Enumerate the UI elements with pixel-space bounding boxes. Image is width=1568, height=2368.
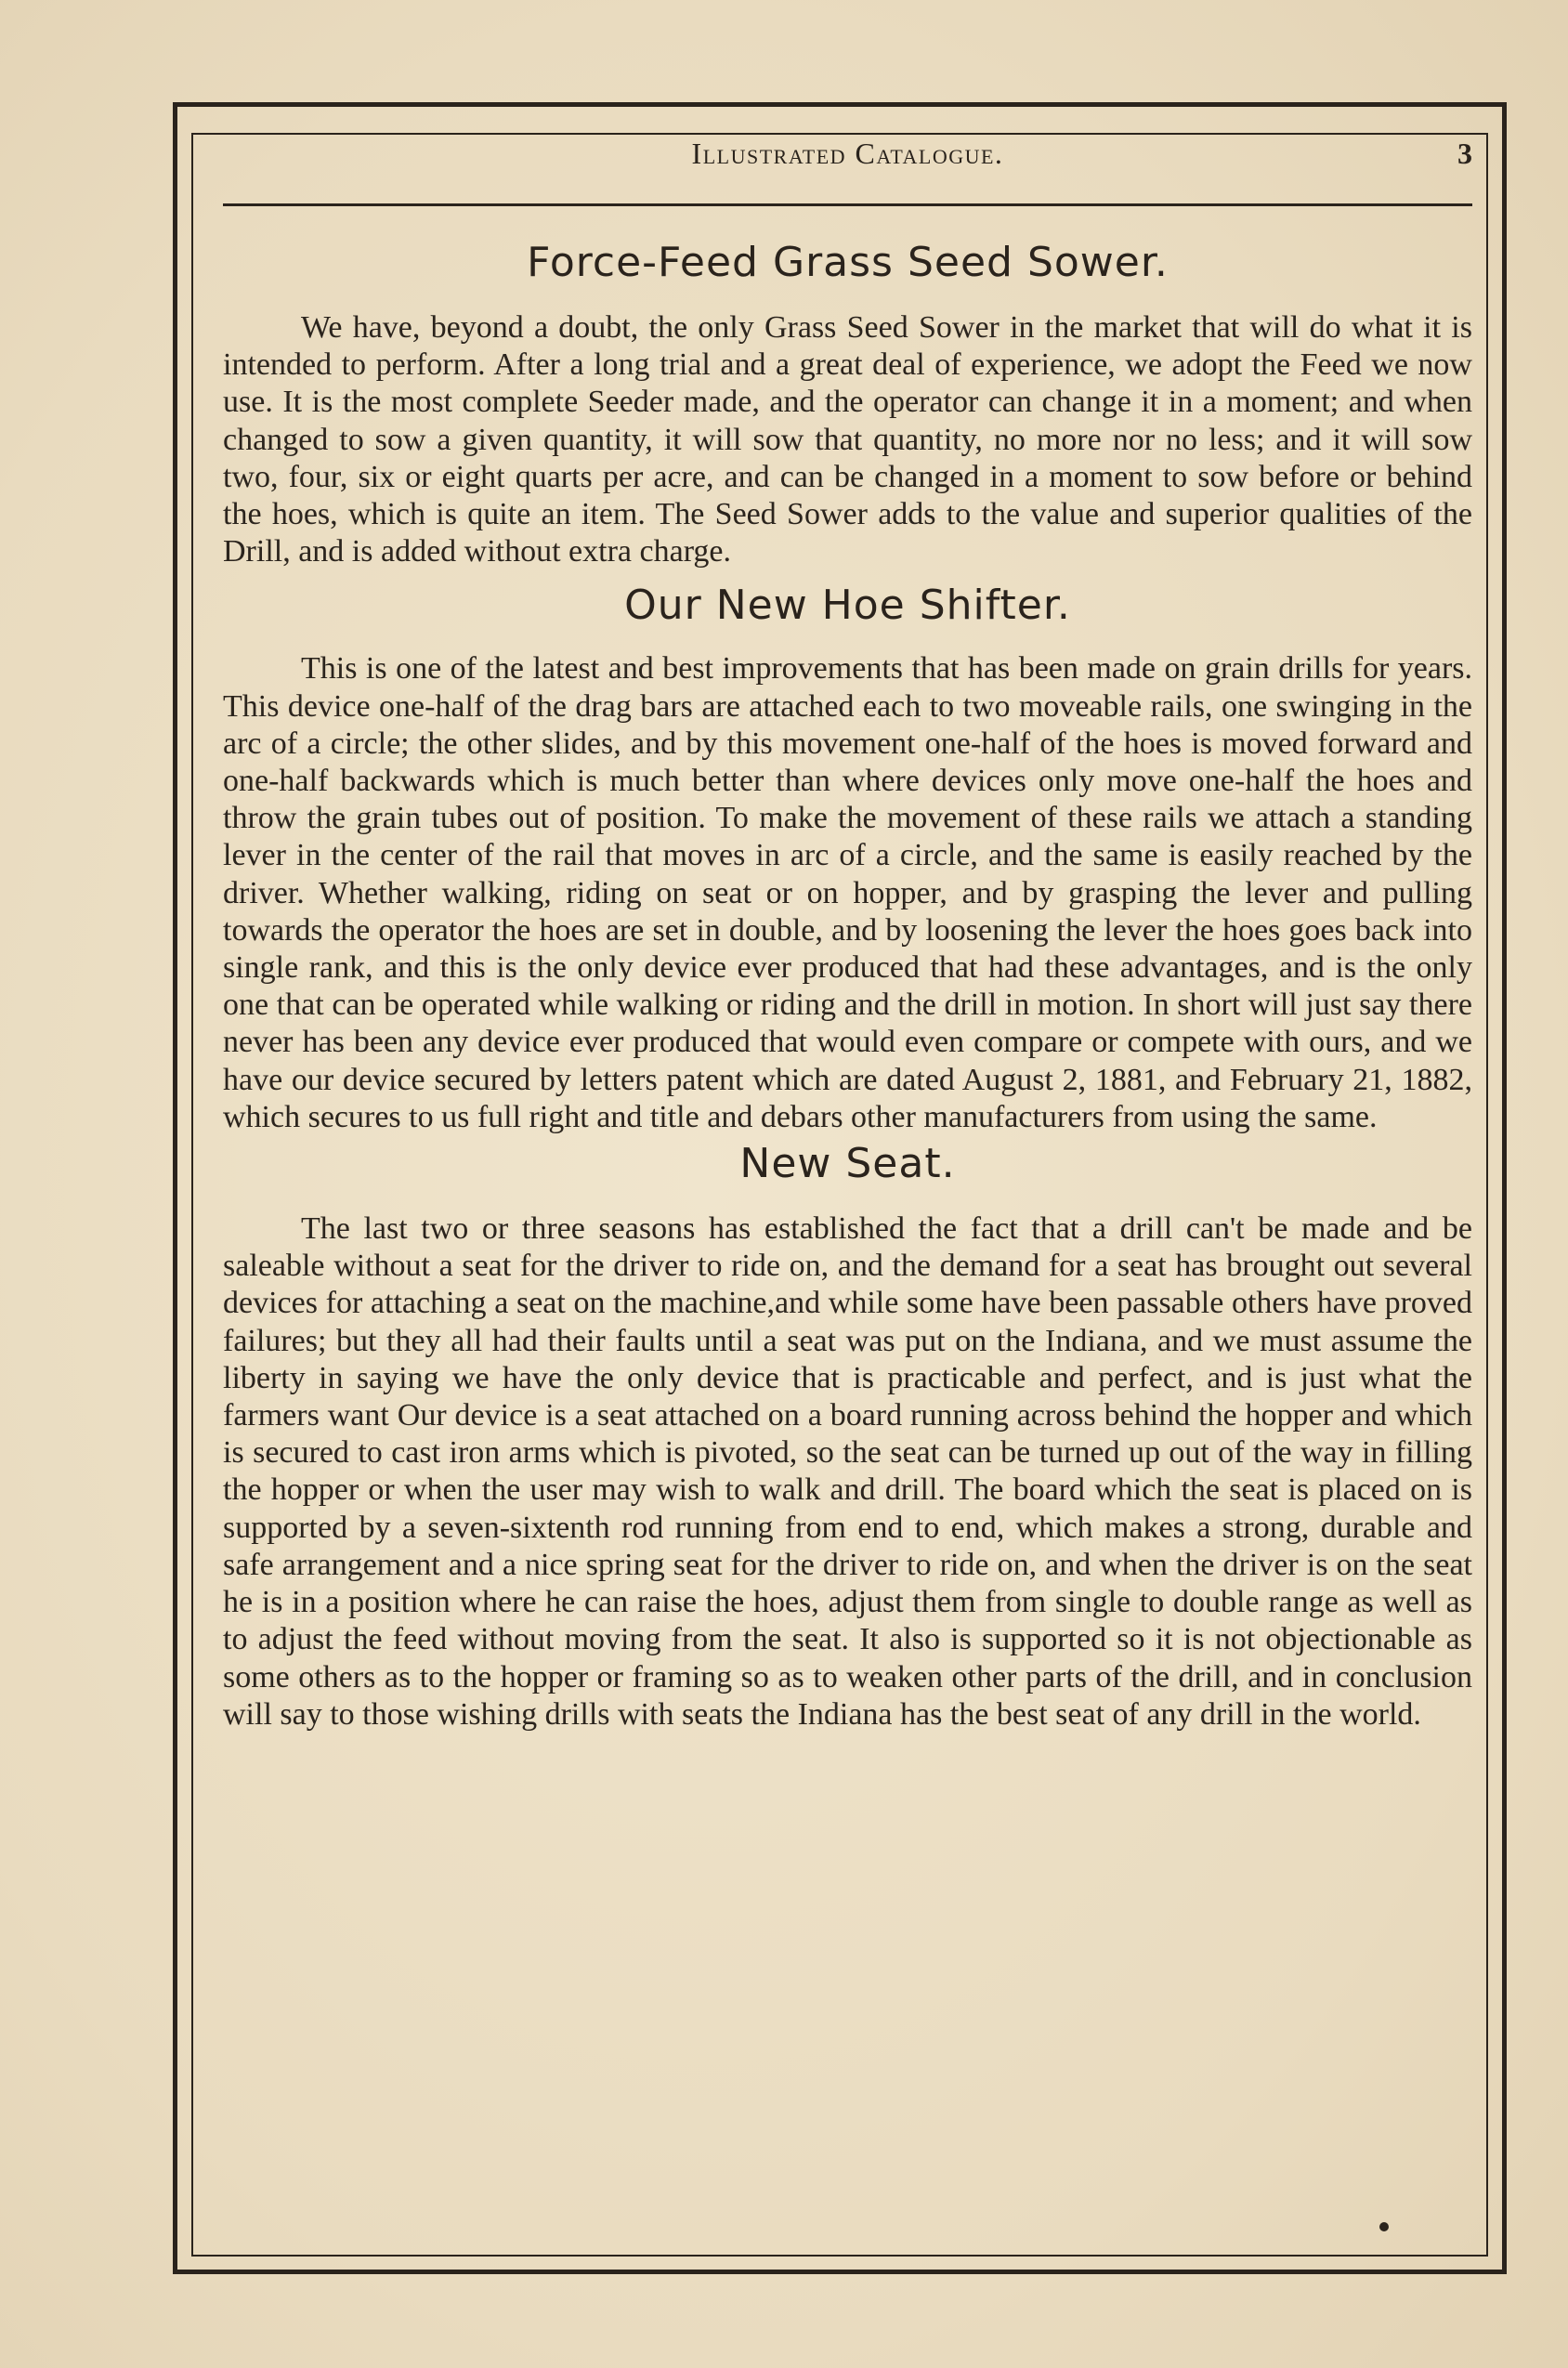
section-heading-hoe-shifter: Our New Hoe Shifter. bbox=[624, 582, 1071, 630]
section-heading-grass-seed-sower: Force-Feed Grass Seed Sower. bbox=[527, 239, 1169, 286]
page-content bbox=[223, 237, 1472, 1733]
running-title: Illustrated Catalogue. bbox=[691, 137, 1004, 170]
page-number: 3 bbox=[1457, 137, 1472, 170]
section-heading-new-seat: New Seat. bbox=[739, 1140, 956, 1188]
header-rule bbox=[223, 203, 1472, 206]
section-body-grass-seed-sower: We have, beyond a doubt, the only Grass Seed Sower in the market that will do what it is intended to perform. After a long trial and a great deal of experience, we adopt the Feed we now use. It is the most complete Seeder made, and the operator can change it in a moment; and when changed to sow a given quantity, it will sow that quantity, no more nor no less; and it will sow two, four, six or eight quarts per acre, and can be changed in a moment to sow before or behind the hoes, which is quite an item. The Seed Sower adds to the value and superior qualities of the Drill, and is added without extra charge. bbox=[223, 310, 1472, 569]
section-body-hoe-shifter: This is one of the latest and best improvements that has been made on grain drills for years. This device one-half of the drag bars are attached each to two moveable rails, one swinging in the arc of a circle; the other slides, and by this movement one-half of the hoes is moved forward and one-half backwards which is much better than where devices only move one-half the hoes and throw the grain tubes out of position. To make the movement of these rails we attach a standing lever in the center of the rail that moves in arc of a circle, and the same is easily reached by the driver. Whether walking, riding on seat or on hopper, and by grasping the lever and pulling towards the operator the hoes are set in double, and by loosening the lever the hoes goes back into single rank, and this is the only device ever produced that had these advantages, and is the only one that can be operated while walking or riding and the drill in motion. In short will just say there never has been any device ever produced that would even compare or compete with ours, and we have our device secured by letters patent which are dated August 2, 1881, and February 21, 1882, which secures to us full right and title and debars other manufacturers from using the same. bbox=[223, 651, 1472, 1134]
running-header bbox=[223, 137, 1472, 183]
section-body-new-seat: The last two or three seasons has established the fact that a drill can't be made and be saleable without a seat for the driver to ride on, and the demand for a seat has brought out several devices for attaching a seat on the machine,and while some have been passable others have proved failures; but they all had their faults until a seat was put on the Indiana, and we must assume the liberty in saying we have the only device that is practicable and perfect, and is just what the farmers want Our device is a seat attached on a board running across behind the hopper and which is secured to cast iron arms which is pivoted, so the seat can be turned up out of the way in filling the hopper or when the user may wish to walk and drill. The board which the seat is placed on is supported by a seven-sixtenth rod running from end to end, which makes a strong, durable and safe arrangement and a nice spring seat for the driver to ride on, and when the driver is on the seat he is in a position where he can raise the hoes, adjust them from single to double range as well as to adjust the feed without moving from the seat. It also is supported so it is not objectionable as some others as to the hopper or framing so as to weaken other parts of the drill, and in conclusion will say to those wishing drills with seats the Indiana has the best seat of any drill in the world. bbox=[223, 1211, 1472, 1732]
end-ornament-dot bbox=[1379, 2222, 1389, 2231]
